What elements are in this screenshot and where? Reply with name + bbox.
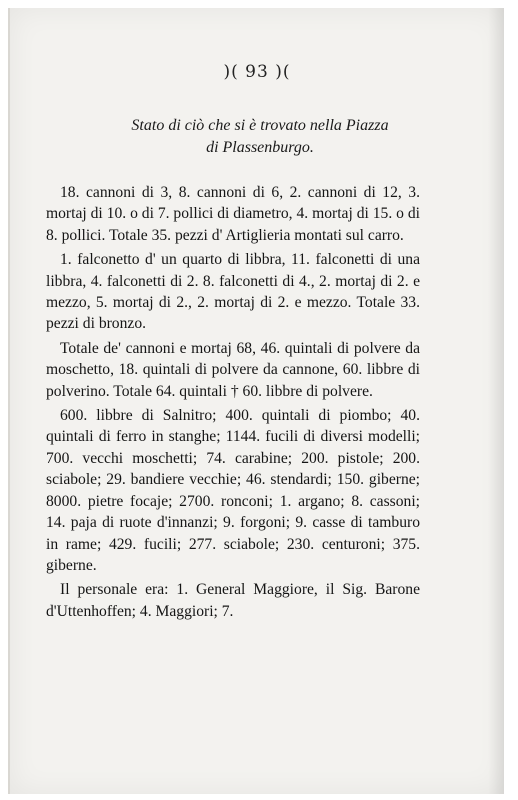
paragraph-supplies: 600. libbre di Salnitro; 400. quintali di piombo; 40. quintali di ferro in stanghe; 1144. fucili di diversi modelli; 700. vecchi moschetti; 74. carabine; 200. pistole; 200. sciabole; 29. bandiere vecchie; 46. stendardi; 150. giberne; 8000. pietre focaje; 2700. ronconi; 1. argano; 8. cassoni; 14. paja di ruote d'innanzi; 9. forgoni; 9. casse di tamburo in rame; 429. fucili; 277. sciabole; 230. centuroni; 375. giberne. — [46, 407, 420, 574]
spine-shadow — [488, 8, 504, 794]
paragraph-artillery: 18. cannoni di 3, 8. cannoni di 6, 2. cannoni di 12, 3. mortaj di 10. o di 7. pollici di diametro, 4. mortaj di 15. o di 8. pollici. Totale 35. pezzi d' Artiglieria montati sul carro. — [46, 184, 420, 244]
title-line-1: Stato di ciò che si è trovato nella Piazza — [131, 117, 389, 134]
title-line-2: di Plassenburgo. — [206, 139, 314, 156]
paragraph-personnel: Il personale era: 1. General Maggiore, il Sig. Barone d'Uttenhoffen; 4. Maggiori; 7. — [46, 581, 420, 620]
paragraph-powder: Totale de' cannoni e mortaj 68, 46. quintali di polvere da moschetto, 18. quintali di polvere da cannone, 60. libbre di polverino. Totale 64. quintali † 60. libbre di polvere. — [46, 339, 420, 400]
page-number: )( 93 )( — [223, 62, 291, 82]
book-page — [8, 8, 504, 794]
page-title — [50, 115, 470, 159]
body-text — [46, 182, 420, 622]
paragraph-bronze: 1. falconetto d' un quarto di libbra, 11. falconetti di una libbra, 4. falconetti di 2. 8. falconetti di 4., 2. mortaj di 2. e mezzo, 5. mortaj di 2., 2. mortaj di 2. e mezzo. Totale 33. pezzi di bronzo. — [46, 251, 420, 333]
